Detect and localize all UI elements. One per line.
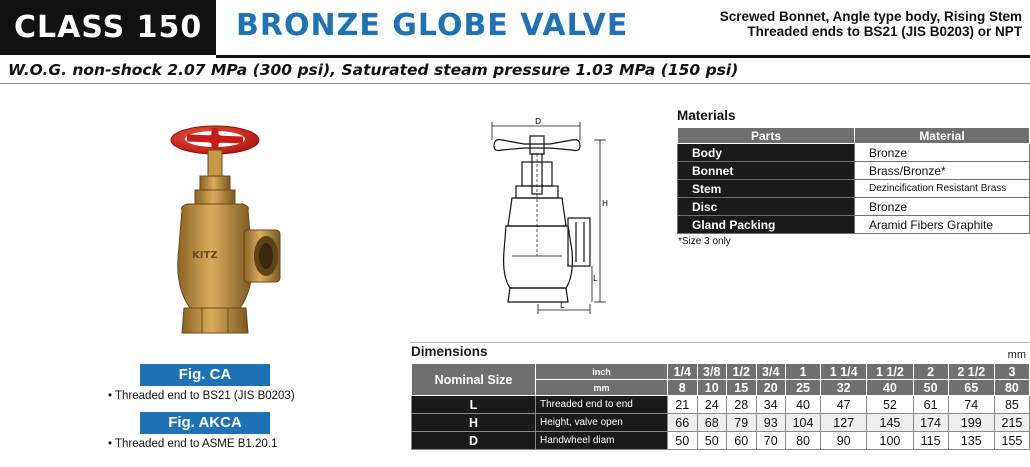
size-inch: 1 1/2 bbox=[867, 364, 913, 380]
dimension-value: 135 bbox=[948, 432, 994, 450]
materials-col-parts: Parts bbox=[678, 128, 855, 144]
material-part: Body bbox=[678, 144, 855, 162]
table-row bbox=[678, 198, 1030, 216]
dimension-value: 104 bbox=[786, 414, 821, 432]
fig-ca-note: • Threaded end to BS21 (JIS B0203) bbox=[108, 390, 295, 402]
table-row bbox=[678, 162, 1030, 180]
dimension-value: 215 bbox=[994, 414, 1029, 432]
dimension-value: 24 bbox=[697, 396, 727, 414]
dimension-value: 21 bbox=[668, 396, 698, 414]
inch-row bbox=[412, 364, 1030, 380]
dimension-value: 66 bbox=[668, 414, 698, 432]
size-mm: 40 bbox=[867, 380, 913, 396]
fig-ca-label: Fig. CA bbox=[140, 364, 270, 386]
dimension-value: 115 bbox=[913, 432, 948, 450]
dimensions-title: Dimensions bbox=[411, 344, 488, 359]
table-row bbox=[412, 432, 1030, 450]
dimension-value: 70 bbox=[756, 432, 786, 450]
fig-akca-note: • Threaded end to ASME B1.20.1 bbox=[108, 438, 278, 450]
size-mm: 80 bbox=[994, 380, 1029, 396]
dimension-value: 60 bbox=[727, 432, 757, 450]
table-row bbox=[412, 396, 1030, 414]
size-mm: 8 bbox=[668, 380, 698, 396]
size-inch: 2 1/2 bbox=[948, 364, 994, 380]
dimension-symbol: L bbox=[412, 396, 536, 414]
dimension-value: 174 bbox=[913, 414, 948, 432]
table-row bbox=[678, 216, 1030, 234]
dimension-value: 90 bbox=[821, 432, 867, 450]
size-inch: 1/4 bbox=[668, 364, 698, 380]
dim-h-label: H bbox=[602, 199, 609, 208]
dimension-description: Height, valve open bbox=[536, 414, 668, 432]
dimension-value: 68 bbox=[697, 414, 727, 432]
class-label: CLASS 150 bbox=[0, 0, 216, 55]
size-inch: 2 bbox=[913, 364, 948, 380]
dimension-value: 145 bbox=[867, 414, 913, 432]
dimension-value: 61 bbox=[913, 396, 948, 414]
dimension-value: 127 bbox=[821, 414, 867, 432]
material-part: Gland Packing bbox=[678, 216, 855, 234]
dimension-value: 34 bbox=[756, 396, 786, 414]
size-inch: 1 bbox=[786, 364, 821, 380]
dim-d-label: D bbox=[535, 117, 542, 126]
materials-title: Materials bbox=[677, 108, 736, 123]
dimension-value: 100 bbox=[867, 432, 913, 450]
dimension-value: 50 bbox=[697, 432, 727, 450]
dimension-symbol: H bbox=[412, 414, 536, 432]
dimension-description: Threaded end to end bbox=[536, 396, 668, 414]
size-inch: 1 1/4 bbox=[821, 364, 867, 380]
materials-footnote: *Size 3 only bbox=[678, 236, 731, 247]
divider bbox=[0, 83, 1030, 84]
dimension-symbol: D bbox=[412, 432, 536, 450]
size-inch: 3/8 bbox=[697, 364, 727, 380]
size-inch: 1/2 bbox=[727, 364, 757, 380]
material-part: Stem bbox=[678, 180, 855, 198]
materials-col-material: Material bbox=[855, 128, 1030, 144]
size-mm: 15 bbox=[727, 380, 757, 396]
size-inch: 3/4 bbox=[756, 364, 786, 380]
material-value: Dezincification Resistant Brass bbox=[855, 180, 1030, 198]
dimension-value: 93 bbox=[756, 414, 786, 432]
dim-l2-label: L bbox=[560, 301, 565, 310]
dimension-value: 85 bbox=[994, 396, 1029, 414]
dimensions-table bbox=[411, 363, 1030, 450]
dimension-value: 52 bbox=[867, 396, 913, 414]
material-value: Brass/Bronze* bbox=[855, 162, 1030, 180]
dimension-value: 40 bbox=[786, 396, 821, 414]
nominal-size-label: Nominal Size bbox=[412, 364, 536, 396]
size-inch: 3 bbox=[994, 364, 1029, 380]
materials-table bbox=[677, 127, 1030, 234]
dimension-value: 79 bbox=[727, 414, 757, 432]
table-row bbox=[412, 414, 1030, 432]
dimension-description: Handwheel diam bbox=[536, 432, 668, 450]
dimension-value: 155 bbox=[994, 432, 1029, 450]
valve-diagram bbox=[480, 116, 615, 316]
size-mm: 25 bbox=[786, 380, 821, 396]
pressure-rating: W.O.G. non-shock 2.07 MPa (300 psi), Saturated steam pressure 1.03 MPa (150 psi) bbox=[8, 61, 739, 79]
header-note bbox=[720, 9, 1022, 39]
table-row bbox=[678, 144, 1030, 162]
dim-l-label: L bbox=[593, 274, 598, 283]
material-value: Bronze bbox=[855, 144, 1030, 162]
dimension-value: 47 bbox=[821, 396, 867, 414]
header-rule bbox=[216, 55, 1030, 58]
size-mm: 65 bbox=[948, 380, 994, 396]
dimension-value: 80 bbox=[786, 432, 821, 450]
material-part: Disc bbox=[678, 198, 855, 216]
svg-text:KITZ: KITZ bbox=[192, 250, 218, 261]
header-note-line1: Screwed Bonnet, Angle type body, Rising Stem bbox=[719, 9, 1022, 24]
dimensions-rule bbox=[410, 342, 1030, 343]
header-note-line2: Threaded ends to BS21 (JIS B0203) or NPT bbox=[747, 24, 1022, 39]
dimension-value: 74 bbox=[948, 396, 994, 414]
table-row bbox=[678, 180, 1030, 198]
material-value: Bronze bbox=[855, 198, 1030, 216]
material-part: Bonnet bbox=[678, 162, 855, 180]
material-value: Aramid Fibers Graphite bbox=[855, 216, 1030, 234]
size-mm: 20 bbox=[756, 380, 786, 396]
fig-akca-label: Fig. AKCA bbox=[140, 412, 270, 434]
dimension-value: 28 bbox=[727, 396, 757, 414]
dimensions-unit: mm bbox=[1007, 349, 1026, 361]
size-mm: 32 bbox=[821, 380, 867, 396]
size-mm: 10 bbox=[697, 380, 727, 396]
mm-unit-label: mm bbox=[536, 380, 668, 396]
dimension-value: 199 bbox=[948, 414, 994, 432]
product-title: BRONZE GLOBE VALVE bbox=[236, 8, 629, 43]
valve-photo bbox=[140, 118, 300, 348]
inch-unit-label: inch bbox=[536, 364, 668, 380]
dimension-value: 50 bbox=[668, 432, 698, 450]
size-mm: 50 bbox=[913, 380, 948, 396]
